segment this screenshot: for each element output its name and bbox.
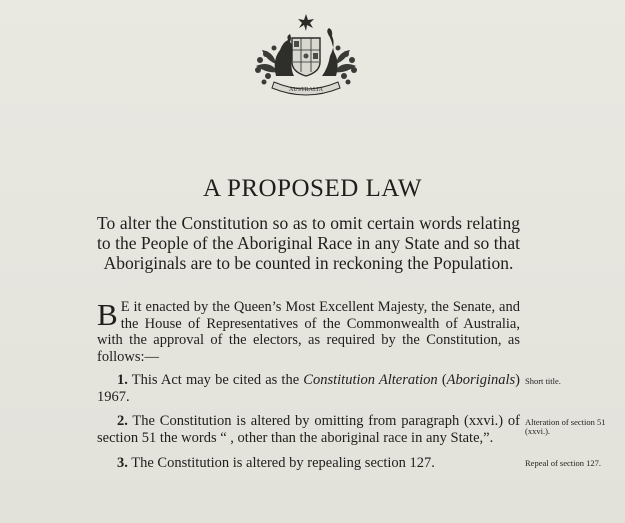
section-number: 2.: [117, 413, 128, 429]
act-title-paren-close: ): [515, 372, 520, 388]
section-1: [97, 372, 520, 405]
section-number: 1.: [117, 372, 128, 388]
section-text: The Constitution is altered by repealing section 127.: [131, 455, 435, 471]
section-3: [97, 455, 520, 472]
enacting-clause: [97, 299, 520, 365]
crest-scroll-label: AUSTRALIA: [289, 87, 323, 93]
enacting-text: E it enacted by the Queen’s Most Excellent Majesty, the Senate, and the House of Representatives of the Commonwealth of Australia, with the approval of the electors, as required by the Constitution, as follows:—: [97, 299, 520, 365]
section-number: 3.: [117, 455, 128, 471]
section-text-after: 1967.: [97, 388, 130, 405]
section-text: The Constitution is altered by omitting from paragraph (xxvi.) of section 51 the words “ , other than the aboriginal race in any State,”.: [97, 413, 520, 446]
margin-note-alteration: Alteration of section 51 (xxvi.).: [525, 417, 606, 436]
section-text: This Act may be cited as the: [131, 372, 300, 388]
drop-cap: B: [97, 297, 118, 332]
act-title: Constitution Alteration: [303, 372, 438, 388]
margin-note-short-title: Short title.: [525, 376, 561, 386]
coat-of-arms-icon: [250, 10, 362, 98]
act-title-paren-open: (: [441, 372, 447, 388]
margin-note-repeal: Repeal of section 127.: [525, 458, 602, 468]
act-title-paren-word: Aboriginals: [446, 372, 516, 388]
document-title: A PROPOSED LAW: [203, 175, 422, 202]
section-2: [97, 413, 520, 446]
document-subtitle: To alter the Constitution so as to omit certain words relating to the People of the Aboriginal Race in any State and so that Aboriginals are to be counted in reckoning the Population.: [97, 213, 520, 273]
